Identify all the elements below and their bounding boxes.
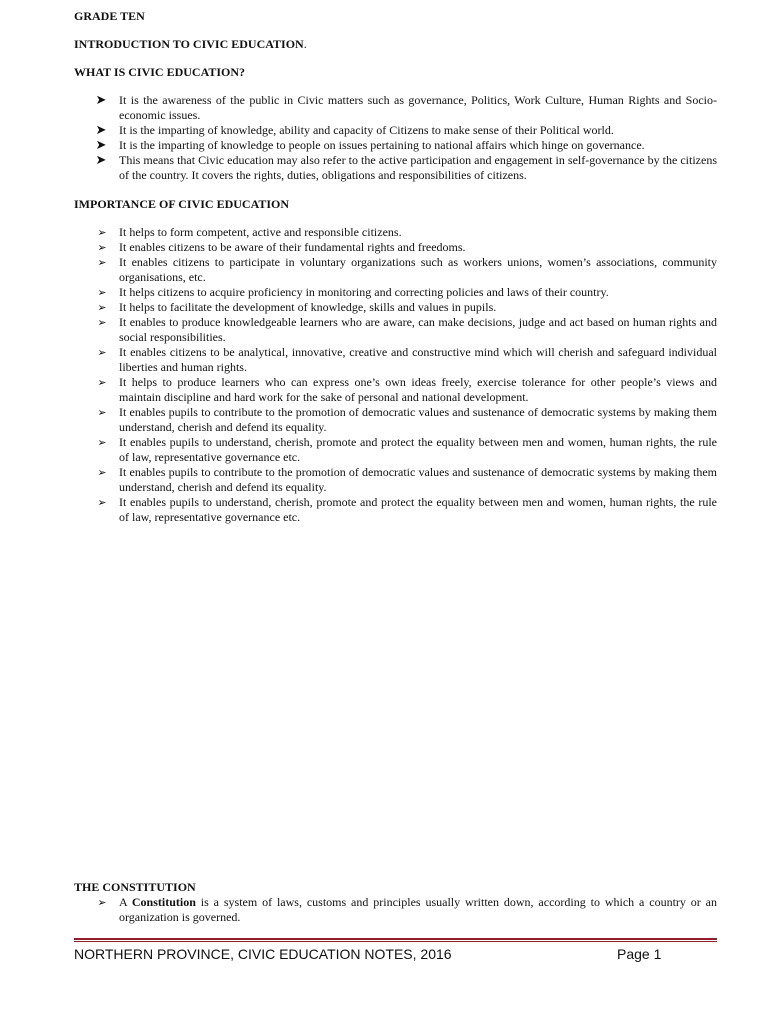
constitution-list <box>74 895 717 925</box>
arrowhead-bullet-icon: ➢ <box>97 466 107 479</box>
footer-rule-thick <box>74 938 717 940</box>
arrowhead-bullet-icon: ➢ <box>97 226 107 239</box>
arrowhead-bullet-icon: ➢ <box>97 301 107 314</box>
arrowhead-bullet-icon: ➤ <box>95 93 107 108</box>
intro-title: INTRODUCTION TO CIVIC EDUCATION <box>74 37 304 51</box>
arrowhead-bullet-icon: ➢ <box>97 436 107 449</box>
arrowhead-bullet-icon: ➢ <box>97 241 107 254</box>
page-footer <box>74 945 717 963</box>
arrowhead-bullet-icon: ➢ <box>97 896 107 909</box>
arrowhead-bullet-icon: ➢ <box>97 376 107 389</box>
importance-heading: IMPORTANCE OF CIVIC EDUCATION <box>74 197 290 211</box>
list-item: ➢ It enables pupils to contribute to the promotion of democratic values and sustenance of democratic systems by making them understand, cherish and defend its equality. <box>74 405 717 435</box>
list-item: ➢ It helps citizens to acquire proficiency in monitoring and correcting policies and laws of their country. <box>74 285 717 300</box>
page-number: Page 1 <box>617 946 662 962</box>
list-item: ➢ It enables citizens to participate in voluntary organizations such as workers unions, women’s associations, community organisations, etc. <box>74 255 717 285</box>
arrowhead-bullet-icon: ➤ <box>95 123 107 138</box>
grade-heading: GRADE TEN <box>74 9 145 23</box>
constitution-heading: THE CONSTITUTION <box>74 880 196 894</box>
intro-period: . <box>303 37 307 51</box>
what-is-heading: WHAT IS CIVIC EDUCATION? <box>74 65 246 79</box>
list-item: ➢ It enables to produce knowledgeable learners who are aware, can make decisions, judge and act based on human rights and social responsibilities. <box>74 315 717 345</box>
list-item: ➢ It enables pupils to contribute to the promotion of democratic values and sustenance of democratic systems by making them understand, cherish and defend its equality. <box>74 465 717 495</box>
arrowhead-bullet-icon: ➢ <box>97 256 107 269</box>
list-item: ➢ It helps to facilitate the development of knowledge, skills and values in pupils. <box>74 300 717 315</box>
footer-rule-thin <box>74 941 717 942</box>
arrowhead-bullet-icon: ➤ <box>95 138 107 153</box>
list-item: ➢ It helps to produce learners who can express one’s own ideas freely, exercise tolerance for other people’s views and maintain discipline and hard work for the sake of personal and national development. <box>74 375 717 405</box>
list-item: ➢ It enables pupils to understand, cherish, promote and protect the equality between men and women, human rights, the rule of law, representative governance etc. <box>74 495 717 525</box>
footer-title: NORTHERN PROVINCE, CIVIC EDUCATION NOTES, 2016 <box>74 946 452 962</box>
list-item: ➢ It helps to form competent, active and responsible citizens. <box>74 225 717 240</box>
importance-list <box>74 225 717 525</box>
arrowhead-bullet-icon: ➤ <box>95 153 107 168</box>
arrowhead-bullet-icon: ➢ <box>97 286 107 299</box>
constitution-term: Constitution <box>131 895 196 909</box>
what-is-list <box>74 93 717 183</box>
arrowhead-bullet-icon: ➢ <box>97 406 107 419</box>
list-item: ➢ It enables citizens to be analytical, innovative, creative and constructive mind which will cherish and safeguard individual liberties and human rights. <box>74 345 717 375</box>
list-item: ➤ It is the imparting of knowledge to people on issues pertaining to national affairs which hinge on governance. <box>95 138 645 153</box>
arrowhead-bullet-icon: ➢ <box>97 346 107 359</box>
intro-heading <box>74 37 307 52</box>
list-item: ➢ It enables pupils to understand, cherish, promote and protect the equality between men and women, human rights, the rule of law, representative governance etc. <box>74 435 717 465</box>
list-item: ➤ It is the awareness of the public in Civic matters such as governance, Politics, Work Culture, Human Rights and Socio-economic issues. <box>95 93 717 122</box>
list-item: ➤ This means that Civic education may also refer to the active participation and engagement in self-governance by the citizens of the country. It covers the rights, duties, obligations and responsibilities of citizens. <box>95 153 717 182</box>
arrowhead-bullet-icon: ➢ <box>97 496 107 509</box>
list-item: ➢ It enables citizens to be aware of their fundamental rights and freedoms. <box>74 240 717 255</box>
list-item: ➢ A Constitution is a system of laws, customs and principles usually written down, according to which a country or an organization is governed. <box>74 895 717 925</box>
list-item: ➤ It is the imparting of knowledge, ability and capacity of Citizens to make sense of their Political world. <box>95 123 614 138</box>
arrowhead-bullet-icon: ➢ <box>97 316 107 329</box>
